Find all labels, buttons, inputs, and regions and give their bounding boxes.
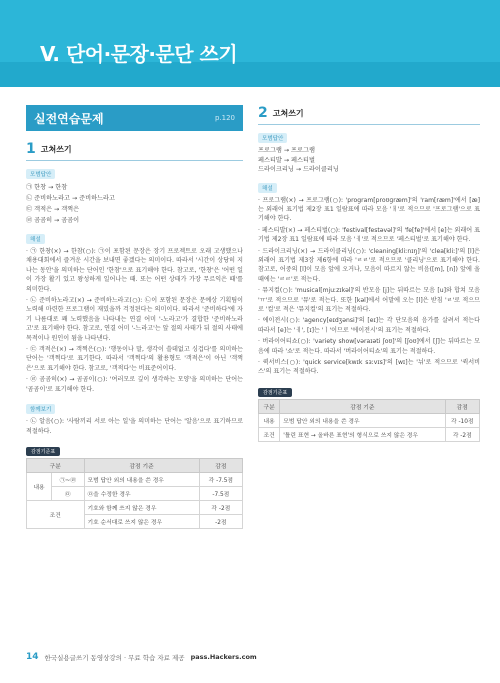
explanation-item: · 프로그램(×) → 프로그램(○): 'program[proʊɡræm]'의 'ram[ræm]'에서 [æ]는 외래어 표기법 제2장 표1 일람표에 따라 모음 'ㅐ'로 적으므로 '프로그램'으로 표기해야 한다.: [258, 196, 480, 223]
chapter-title: V. 단어·문장·문단 쓰기: [40, 42, 238, 66]
answer-line: ㉠ 한창 → 한참: [26, 184, 68, 191]
page-number: 14: [26, 652, 39, 662]
table-header-row: [27, 458, 243, 472]
check-tag: 함께보기: [26, 404, 55, 414]
section-2-header: [258, 105, 480, 125]
page-footer: [26, 652, 257, 662]
table-header-row: [259, 399, 480, 413]
explanation-item: · 뮤지컬(○): 'musical[mjuːzɪkəl]'의 반모음 [j]는 뒤따르는 모음 [u]와 합쳐 모음 'ㅠ'로 적으므로 '뮤'로 적는다. 또한 [kəl]에서 어말에 오는 [l]은 받침 'ㄹ'로 적으므로 '컬'로 적은 '뮤지컬'의 표기는 적절하다.: [258, 287, 480, 313]
footer-text: 한국실용글쓰기 동영상강의 · 무료 학습 자료 제공: [44, 653, 185, 662]
answer-line: ㉡ 준비하노라고 → 준비하느라고: [26, 195, 115, 202]
table-cell: 각 -2점: [445, 427, 479, 441]
section-number: 2: [258, 105, 268, 121]
left-column: [26, 105, 243, 529]
answer-line: 페스티발 → 페스티벌: [258, 156, 315, 164]
practice-header: [26, 105, 243, 131]
table-cell: 각 -7.5점: [199, 472, 242, 486]
table-row: [27, 472, 243, 486]
table-header: 구분: [27, 458, 85, 472]
practice-page: p.120: [214, 114, 235, 122]
section-number: 1: [26, 141, 36, 157]
table-header: 감점 기준: [84, 458, 199, 472]
table-cell: 각 -2점: [199, 500, 242, 514]
answer-line: 드라이크리닝 → 드라이클리닝: [258, 166, 339, 173]
answer-line: 프로그램 → 프로그램: [258, 147, 315, 154]
table-cell: -2점: [199, 514, 242, 528]
explanation-item: · ㉣ 곰곰히(×) → 곰곰이(○): '여러모로 깊이 생각하는 모양'을 의미하는 단어는 '곰곰이'로 표기해야 한다.: [26, 376, 243, 393]
model-answer-tag: 모범답안: [26, 169, 55, 179]
table-cell: 기호와 함께 쓰지 않은 경우: [84, 500, 199, 514]
deduction-table: [258, 399, 480, 442]
explanation-item: · 드라이크리닝(×) → 드라이클리닝(○): 'cleaning[kliːnɪŋ]'의 'clea[kliː]'의 [l]은 외래어 표기법 제3장 제6항에 따라 'ㄹㄹ'로 적으므로 '클리닝'으로 표기해야 한다. 참고로, 어중의 [l]이 모음 앞에 오거나, 모음이 따르지 않는 비음([m], [n]) 앞에 올 때에는 'ㄹㄹ'로 적는다.: [258, 247, 480, 283]
table-header: 감점: [445, 399, 479, 413]
section-1-header: [26, 141, 243, 161]
section-title: 고쳐쓰기: [40, 144, 72, 154]
table-cell: 내용: [259, 413, 280, 427]
explanation-item: · 페스티발(×) → 페스티벌(○): 'festival[festəvəl]'의 'fe[fe]'에서 [e]는 외래어 표기법 제2장 표1 일람표에 따라 모음 'ㅔ'로 적으므로 '페스티벌'로 표기해야 한다.: [258, 226, 480, 244]
explanation-tag: 해설: [258, 183, 277, 193]
table-cell: '틀린 표현 → 올바른 표현'의 형식으로 쓰지 않은 경우: [280, 427, 445, 441]
table-row: [27, 486, 243, 500]
practice-title: 실전연습문제: [34, 111, 104, 126]
table-cell: 조건: [259, 427, 280, 441]
deduction-table: [26, 458, 243, 529]
table-cell: ㉠~㉣: [52, 472, 84, 486]
table-row: [259, 427, 480, 441]
explanation-tag: 해설: [26, 234, 45, 244]
table-cell: -7.5점: [199, 486, 242, 500]
answer-line: ㉢ 객적은 → 객쩍은: [26, 206, 80, 213]
explanation-item: · 버라이어티쇼(○): 'variety show[vəraɪəti ʃoʊ]'의 [ʃoʊ]에서 [ʃ]는 뒤따르는 모음에 따라 '쇼'로 적는다. 따라서 '버라이어티쇼'의 표기는 적절하다.: [258, 338, 480, 355]
answer-line: ㉣ 곰곰히 → 곰곰이: [26, 217, 80, 224]
deduction-table-tag: 감점기준표: [26, 447, 60, 456]
table-cell: 내용: [27, 472, 52, 500]
explanation-item: · ㉠ 한창(×) → 한참(○): ㉠이 포함된 문장은 장기 프로젝트로 오래 고생했으나 채용대회에서 즐겨운 시간을 보내면 좋겠다는 의미이다. 따라서 '시간이 상당히 지나는 동안'을 의미하는 단어인 '한참'으로 표기해야 한다. 참고로, '한창'은 '어떤 일이 가장 활기 있고 왕성하게 일어나는 때. 또는 어떤 상태가 가장 무르익은 때'를 의미한다.: [26, 248, 243, 293]
table-cell: ㉤: [52, 486, 84, 500]
table-cell: 모범 답안 외의 내용을 쓴 경우: [84, 472, 199, 486]
check-item: · ㉡ 알음(○): '사람끼리 서로 아는 일'을 의미하는 단어는 '알음'으로 표기하므로 적절하다.: [26, 418, 243, 435]
table-header: 감점: [199, 458, 242, 472]
chapter-banner: [0, 0, 500, 87]
explanation-item: · ㉡ 준비하노라고(×) → 준비하느라고(○): ㉡이 포함된 문장은 문예상 기획팀이 노력해 마련한 프로그램이 재밌을까 걱정된다는 의미이다. 따라서 '준비하다'에 자기 나름대로 꽤 노력했음을 나타내는 연결 어미 '-노라고'가 결합한 '준비하노라고'로 표기해야 한다. 참고로, 연결 어미 '-느라고'는 앞 절의 사태가 뒤 절의 사태에 목적이나 원인이 됨을 나타낸다.: [26, 297, 243, 342]
right-column: [258, 105, 480, 442]
explanation-item: · 에이전시(○): 'agency[eɪdʒənsi]'의 [eɪ]는 각 단모음의 음가를 살려서 적는다 따라서 [e]는 'ㅔ', [ɪ]는 'ㅣ'이므로 '에이전시'의 표기는 적절하다.: [258, 317, 480, 334]
model-answer-tag: 모범답안: [258, 133, 287, 143]
explanation-item: · ㉢ 객적은(×) → 객쩍은(○): '행동이나 말, 생각이 쓸데없고 싱겁다'를 의미하는 단어는 '객쩍다'로 표기한다. 따라서 '객쩍다'의 활용형도 '객적은'이 아닌 '객쩍은'으로 표기해야 한다. 참고로, '객적다'는 비표준어이다.: [26, 346, 243, 372]
table-row: [259, 413, 480, 427]
table-cell: 조건: [27, 500, 85, 528]
table-header: 감점 기준: [280, 399, 445, 413]
footer-site: pass.Hackers.com: [190, 653, 257, 661]
table-cell: 모범 답안 외의 내용을 쓴 경우: [280, 413, 445, 427]
deduction-table-tag: 감점기준표: [258, 388, 292, 397]
table-header: 구분: [259, 399, 280, 413]
explanation-item: · 퀵서비스(○): 'quick service[kwɪk sɜːvɪs]'의 [wɪ]는 '뉘'로 적으므로 '퀵서비스'의 표기는 적절하다.: [258, 359, 480, 376]
section-title: 고쳐쓰기: [272, 108, 304, 118]
table-cell: ㉤을 수정한 경우: [84, 486, 199, 500]
table-row: [27, 500, 243, 514]
table-cell: 각 -10점: [445, 413, 479, 427]
table-cell: 기호 순서대로 쓰지 않은 경우: [84, 514, 199, 528]
